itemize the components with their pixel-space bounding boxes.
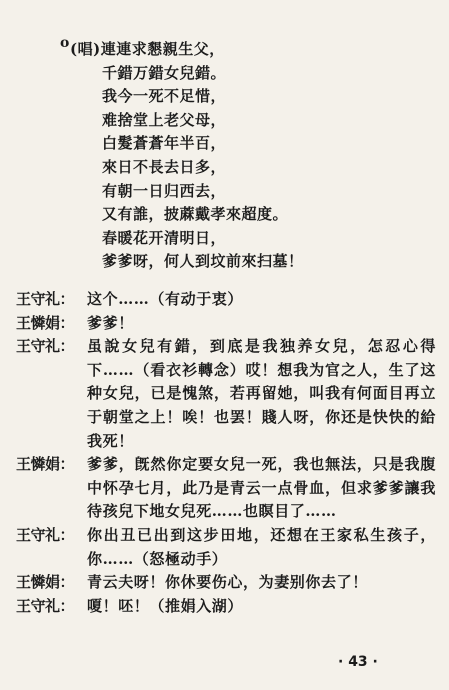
verse-line-text: (唱)連連求懇親生父， xyxy=(70,40,225,58)
verse-line xyxy=(72,62,432,86)
verse-line-text: 又有誰，披蔴戴孝來超度。 xyxy=(102,205,289,224)
dialogue-entry xyxy=(16,335,436,453)
dialogue-entry xyxy=(16,288,436,312)
speaker-name: 王守礼： xyxy=(16,525,75,544)
verse-line xyxy=(72,85,432,109)
sung-verse xyxy=(60,35,432,274)
speech-text: 爹爹！ xyxy=(87,313,134,332)
verse-line-text: 春暖花开清明日， xyxy=(102,228,227,247)
verse-marker: o xyxy=(60,35,70,51)
verse-line-text: 有朝一日归西去， xyxy=(102,181,227,200)
dialogue-entry xyxy=(16,453,436,524)
speaker-name: 王憐娟： xyxy=(16,573,75,592)
verse-line-text: 千錯万錯女兒錯。 xyxy=(102,63,227,82)
dialogue-block xyxy=(16,288,436,618)
verse-line-text: 我今一死不足惜， xyxy=(102,87,227,106)
verse-line xyxy=(72,180,432,204)
dialogue-entry xyxy=(16,524,436,571)
verse-line xyxy=(72,203,432,227)
speaker-name: 王守礼： xyxy=(16,337,75,356)
speech-text: 青云夫呀！你休要伤心，为妻别你去了！ xyxy=(87,573,368,592)
dialogue-entry xyxy=(16,312,436,336)
speech-text: 嗄！呸！（推娟入湖） xyxy=(87,596,244,615)
speech-text: 爹爹，旣然你定要女兒一死，我也無法，只是我腹中怀孕七月，此乃是青云一点骨血，但求爹爹讓我待孩兒下地女兒死……也瞑目了…… xyxy=(87,455,436,521)
dialogue-entry xyxy=(16,571,436,595)
speaker-name: 王憐娟： xyxy=(16,313,75,332)
speaker-name: 王守礼： xyxy=(16,290,75,308)
dialogue-entry xyxy=(16,595,436,619)
speaker-name: 王守礼： xyxy=(16,596,75,615)
verse-line xyxy=(72,109,432,133)
verse-line xyxy=(72,156,432,180)
verse-line-text: 來日不長去日多， xyxy=(102,157,227,176)
verse-line xyxy=(72,132,432,156)
speech-text: 你出丑已出到这步田地，还想在王家私生孩子，你……（怒極动手） xyxy=(87,525,436,568)
verse-line xyxy=(60,35,432,62)
verse-line xyxy=(72,250,432,274)
verse-line-text: 难捨堂上老父母， xyxy=(102,110,227,129)
speech-text: 这个……（有动于衷） xyxy=(87,290,244,308)
verse-line-text: 白髮蒼蒼年半百， xyxy=(102,134,227,153)
verse-line-text: 爹爹呀，何人到坟前來扫墓！ xyxy=(102,252,304,271)
speech-text: 虽說女兒有錯，到底是我独养女兒，怎忍心得下……（看衣衫轉念）哎！想我为官之人，生了这种女兒，已是愧煞，若再留她，叫我有何面目再立于朝堂之上！唉！也罢！賤人呀，你还是快快的給我死！ xyxy=(87,337,436,450)
verse-line xyxy=(72,227,432,251)
speaker-name: 王憐娟： xyxy=(16,455,75,474)
page-number: · 43 · xyxy=(338,654,378,670)
